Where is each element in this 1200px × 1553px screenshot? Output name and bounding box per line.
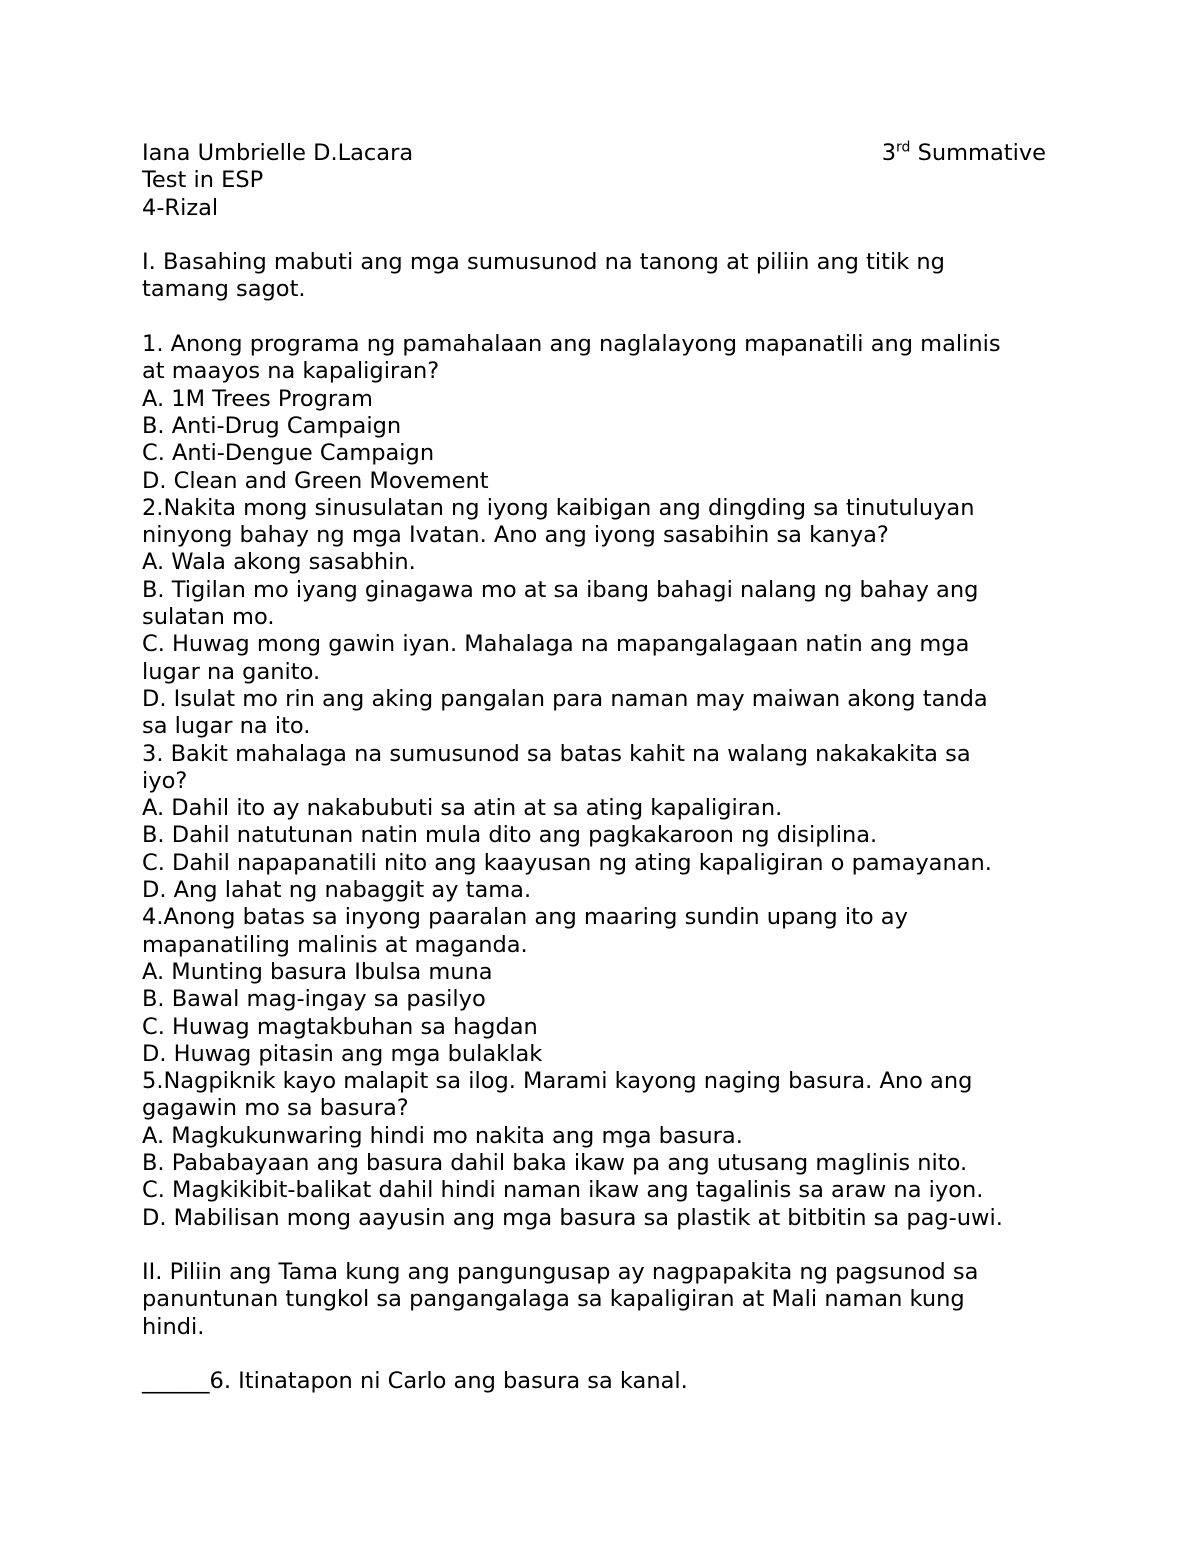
item-6 — [142, 1368, 1062, 1395]
choice-a: A. Magkukunwaring hindi mo nakita ang mga basura. — [142, 1122, 743, 1149]
question-2 — [142, 495, 1062, 741]
question-text: 3. Bakit mahalaga na sumusunod sa batas kahit na walang nakakakita sa — [142, 740, 971, 767]
choice-c: C. Dahil napapanatili nito ang kaayusan ng ating kapaligiran o pamayanan. — [142, 849, 992, 876]
question-text: 5.Nagpiknik kayo malapit sa ilog. Marami kayong naging basura. Ano ang — [142, 1068, 973, 1095]
choice-c: C. Huwag magtakbuhan sa hagdan — [142, 1013, 538, 1040]
part2-instruction — [142, 1259, 1062, 1341]
choice-b: B. Bawal mag-ingay sa pasilyo — [142, 986, 486, 1013]
question-text: 2.Nakita mong sinusulatan ng iyong kaibigan ang dingding sa tinutuluyan — [142, 494, 975, 521]
choice-b: B. Dahil natutunan natin mula dito ang pagkakaroon ng disiplina. — [142, 822, 878, 849]
choice-d: D. Isulat mo rin ang aking pangalan para naman may maiwan akong tanda — [142, 685, 988, 712]
question-text: mapanatiling malinis at maganda. — [142, 931, 528, 958]
test-title — [882, 140, 1046, 167]
choice-d-cont: sa lugar na ito. — [142, 713, 311, 740]
choice-c: C. Anti-Dengue Campaign — [142, 440, 435, 467]
question-text: at maayos na kapaligiran? — [142, 358, 440, 385]
spacer — [142, 222, 1062, 249]
choice-b: B. Anti-Drug Campaign — [142, 412, 402, 439]
question-5 — [142, 1068, 1062, 1232]
choice-a: A. 1M Trees Program — [142, 385, 373, 412]
choice-b-cont: sulatan mo. — [142, 604, 275, 631]
section-line: 4-Rizal — [142, 194, 219, 221]
choice-c-cont: lugar na ganito. — [142, 658, 321, 685]
subject-line: Test in ESP — [142, 167, 264, 194]
spacer — [142, 1232, 1062, 1259]
choice-b: B. Tigilan mo iyang ginagawa mo at sa ibang bahagi nalang ng bahay ang — [142, 576, 979, 603]
choice-a: A. Dahil ito ay nakabubuti sa atin at sa ating kapaligiran. — [142, 795, 783, 822]
document-page — [142, 140, 1062, 1396]
header-row — [142, 140, 1046, 167]
choice-d: D. Clean and Green Movement — [142, 467, 489, 494]
question-text: gagawin mo sa basura? — [142, 1095, 409, 1122]
choice-d: D. Ang lahat ng nabaggit ay tama. — [142, 877, 532, 904]
student-name: Iana Umbrielle D.Lacara — [142, 140, 414, 166]
question-3 — [142, 741, 1062, 905]
instruction-line: panuntunan tungkol sa pangangalaga sa kapaligiran at Mali naman kung — [142, 1286, 965, 1313]
quarter-suffix: rd — [896, 139, 911, 156]
question-text: iyo? — [142, 767, 188, 794]
instruction-line: tamang sagot. — [142, 276, 306, 303]
choice-c: C. Magkikibit-balikat dahil hindi naman ikaw ang tagalinis sa araw na iyon. — [142, 1177, 984, 1204]
choice-a: A. Munting basura Ibulsa muna — [142, 958, 493, 985]
item-6-text: 6. Itinatapon ni Carlo ang basura sa kanal. — [209, 1368, 688, 1395]
quarter-number: 3 — [881, 140, 897, 166]
choice-b: B. Pababayaan ang basura dahil baka ikaw pa ang utusang maglinis nito. — [142, 1149, 968, 1176]
question-1 — [142, 331, 1062, 495]
part1-instruction — [142, 249, 1062, 304]
choice-c: C. Huwag mong gawin iyan. Mahalaga na mapangalagaan natin ang mga — [142, 631, 970, 658]
choice-d: D. Huwag pitasin ang mga bulaklak — [142, 1040, 543, 1067]
question-4 — [142, 904, 1062, 1068]
answer-blank: ______ — [142, 1368, 210, 1395]
instruction-line: II. Piliin ang Tama kung ang pangungusap ay nagpapakita ng pagsunod sa — [142, 1259, 979, 1286]
instruction-line: I. Basahing mabuti ang mga sumusunod na tanong at piliin ang titik ng — [142, 249, 945, 276]
choice-a: A. Wala akong sasabhin. — [142, 549, 416, 576]
spacer — [142, 1341, 1062, 1368]
question-text: 1. Anong programa ng pamahalaan ang naglalayong mapanatili ang malinis — [142, 331, 1001, 358]
summative-label: Summative — [917, 140, 1046, 166]
spacer — [142, 304, 1062, 331]
question-text: ninyong bahay ng mga Ivatan. Ano ang iyong sasabihin sa kanya? — [142, 522, 889, 549]
instruction-line: hindi. — [142, 1313, 205, 1340]
question-text: 4.Anong batas sa inyong paaralan ang maaring sundin upang ito ay — [142, 904, 908, 931]
choice-d: D. Mabilisan mong aayusin ang mga basura sa plastik at bitbitin sa pag-uwi. — [142, 1204, 1003, 1231]
